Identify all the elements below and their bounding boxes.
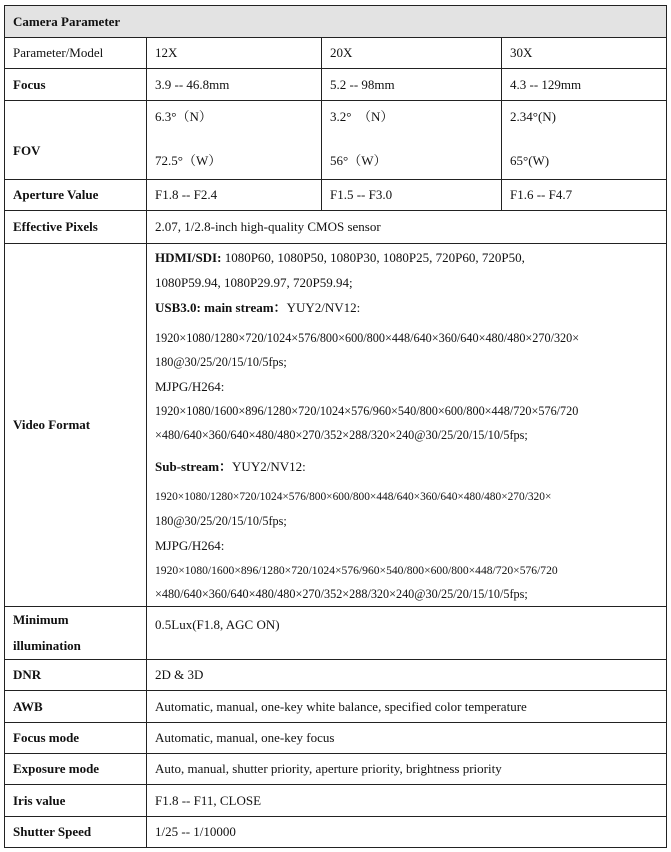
cell-iris: F1.8 -- F11, CLOSE [147,785,667,817]
table-row-iris [5,785,667,817]
min-illum-label-2: illumination [13,638,81,653]
main-yuy-line-2: 180@30/25/20/15/10/5fps; [155,355,287,369]
hdmi-line-2: 1080P59.94, 1080P29.97, 720P59.94; [155,275,353,290]
main-mjpg-label: MJPG/H264: [155,379,225,394]
row-label-awb: AWB [5,691,147,723]
sub-mjpg-line-1: 1920×1080/1600×896/1280×720/1024×576/960×540/800×600/800×448/720×576/720 [155,564,558,577]
hdmi-value-1: 1080P60, 1080P50, 1080P30, 1080P25, 720P60, 720P50, [221,250,525,265]
table-row-pixels [5,211,667,244]
cell-model-30x: 30X [502,38,667,69]
sub-yuy-line-1: 1920×1080/1280×720/1024×576/800×600/800×448/640×360/640×480/480×270/320× [155,491,552,503]
row-label-pixels: Effective Pixels [5,211,147,244]
fov-narrow-12x: 6.3°（N） [155,109,212,124]
cell-fov-20x [322,101,502,180]
cell-pixels: 2.07, 1/2.8-inch high-quality CMOS sensor [147,211,667,244]
usb-main-label: USB3.0: main stream： [155,300,287,315]
fov-wide-12x: 72.5°（W） [155,153,222,168]
cell-exposure: Auto, manual, shutter priority, aperture priority, brightness priority [147,754,667,785]
main-mjpg-line-2: ×480/640×360/640×480/480×270/352×288/320×240@30/25/20/15/10/5fps; [155,428,528,442]
cell-focus-20x: 5.2 -- 98mm [322,69,502,101]
row-label-iris: Iris value [5,785,147,817]
cell-focus-30x: 4.3 -- 129mm [502,69,667,101]
table-row-fov [5,101,667,180]
cell-video-format [147,244,667,607]
cell-aperture-12x: F1.8 -- F2.4 [147,180,322,211]
row-label-model: Parameter/Model [5,38,147,69]
table-row-focus [5,69,667,101]
table-title: Camera Parameter [5,6,667,38]
row-label-exposure: Exposure mode [5,754,147,785]
sub-mjpg-label: MJPG/H264: [155,538,225,553]
table-row-awb [5,691,667,723]
fov-wide-20x: 56°（W） [330,153,387,168]
cell-fov-30x [502,101,667,180]
sub-stream-value: YUY2/NV12: [232,459,306,474]
table-row-aperture [5,180,667,211]
camera-parameter-table [4,5,667,848]
cell-awb: Automatic, manual, one-key white balance, specified color temperature [147,691,667,723]
table-row-exposure [5,754,667,785]
table-row-shutter [5,817,667,848]
row-label-video: Video Format [5,244,147,607]
cell-aperture-30x: F1.6 -- F4.7 [502,180,667,211]
fov-narrow-20x: 3.2° （N） [330,109,394,124]
cell-focus-12x: 3.9 -- 46.8mm [147,69,322,101]
table-header-row [5,6,667,38]
sub-yuy-line-2: 180@30/25/20/15/10/5fps; [155,514,287,528]
row-label-fov: FOV [5,101,147,180]
cell-shutter: 1/25 -- 1/10000 [147,817,667,848]
row-label-shutter: Shutter Speed [5,817,147,848]
row-label-aperture: Aperture Value [5,180,147,211]
cell-model-20x: 20X [322,38,502,69]
row-label-min-illumination [5,607,147,660]
row-label-focus-mode: Focus mode [5,723,147,754]
cell-min-illumination: 0.5Lux(F1.8, AGC ON) [147,607,667,660]
row-label-focus: Focus [5,69,147,101]
cell-model-12x: 12X [147,38,322,69]
row-label-dnr: DNR [5,660,147,691]
fov-wide-30x: 65°(W) [510,153,550,168]
hdmi-line-1 [155,248,666,268]
table-row-model [5,38,667,69]
min-illum-label-1: Minimum [13,612,69,627]
hdmi-label: HDMI/SDI: [155,250,222,265]
table-row-min-illumination [5,607,667,660]
sub-stream-label: Sub-stream： [155,459,233,474]
usb-main-value: YUY2/NV12: [286,300,361,315]
usb-main-stream-line [155,298,666,318]
sub-mjpg-line-2: ×480/640×360/640×480/480×270/352×288/320×240@30/25/20/15/10/5fps; [155,587,528,601]
cell-focus-mode: Automatic, manual, one-key focus [147,723,667,754]
fov-narrow-30x: 2.34°(N) [510,109,556,124]
cell-dnr: 2D & 3D [147,660,667,691]
main-mjpg-line-1: 1920×1080/1600×896/1280×720/1024×576/960×540/800×600/800×448/720×576/720 [155,404,579,418]
table-row-focus-mode [5,723,667,754]
cell-aperture-20x: F1.5 -- F3.0 [322,180,502,211]
main-yuy-line-1: 1920×1080/1280×720/1024×576/800×600/800×448/640×360/640×480/480×270/320× [155,331,580,345]
table-row-dnr [5,660,667,691]
cell-fov-12x [147,101,322,180]
table-row-video [5,244,667,607]
camera-parameter-sheet [4,5,666,848]
sub-stream-line [155,457,666,477]
